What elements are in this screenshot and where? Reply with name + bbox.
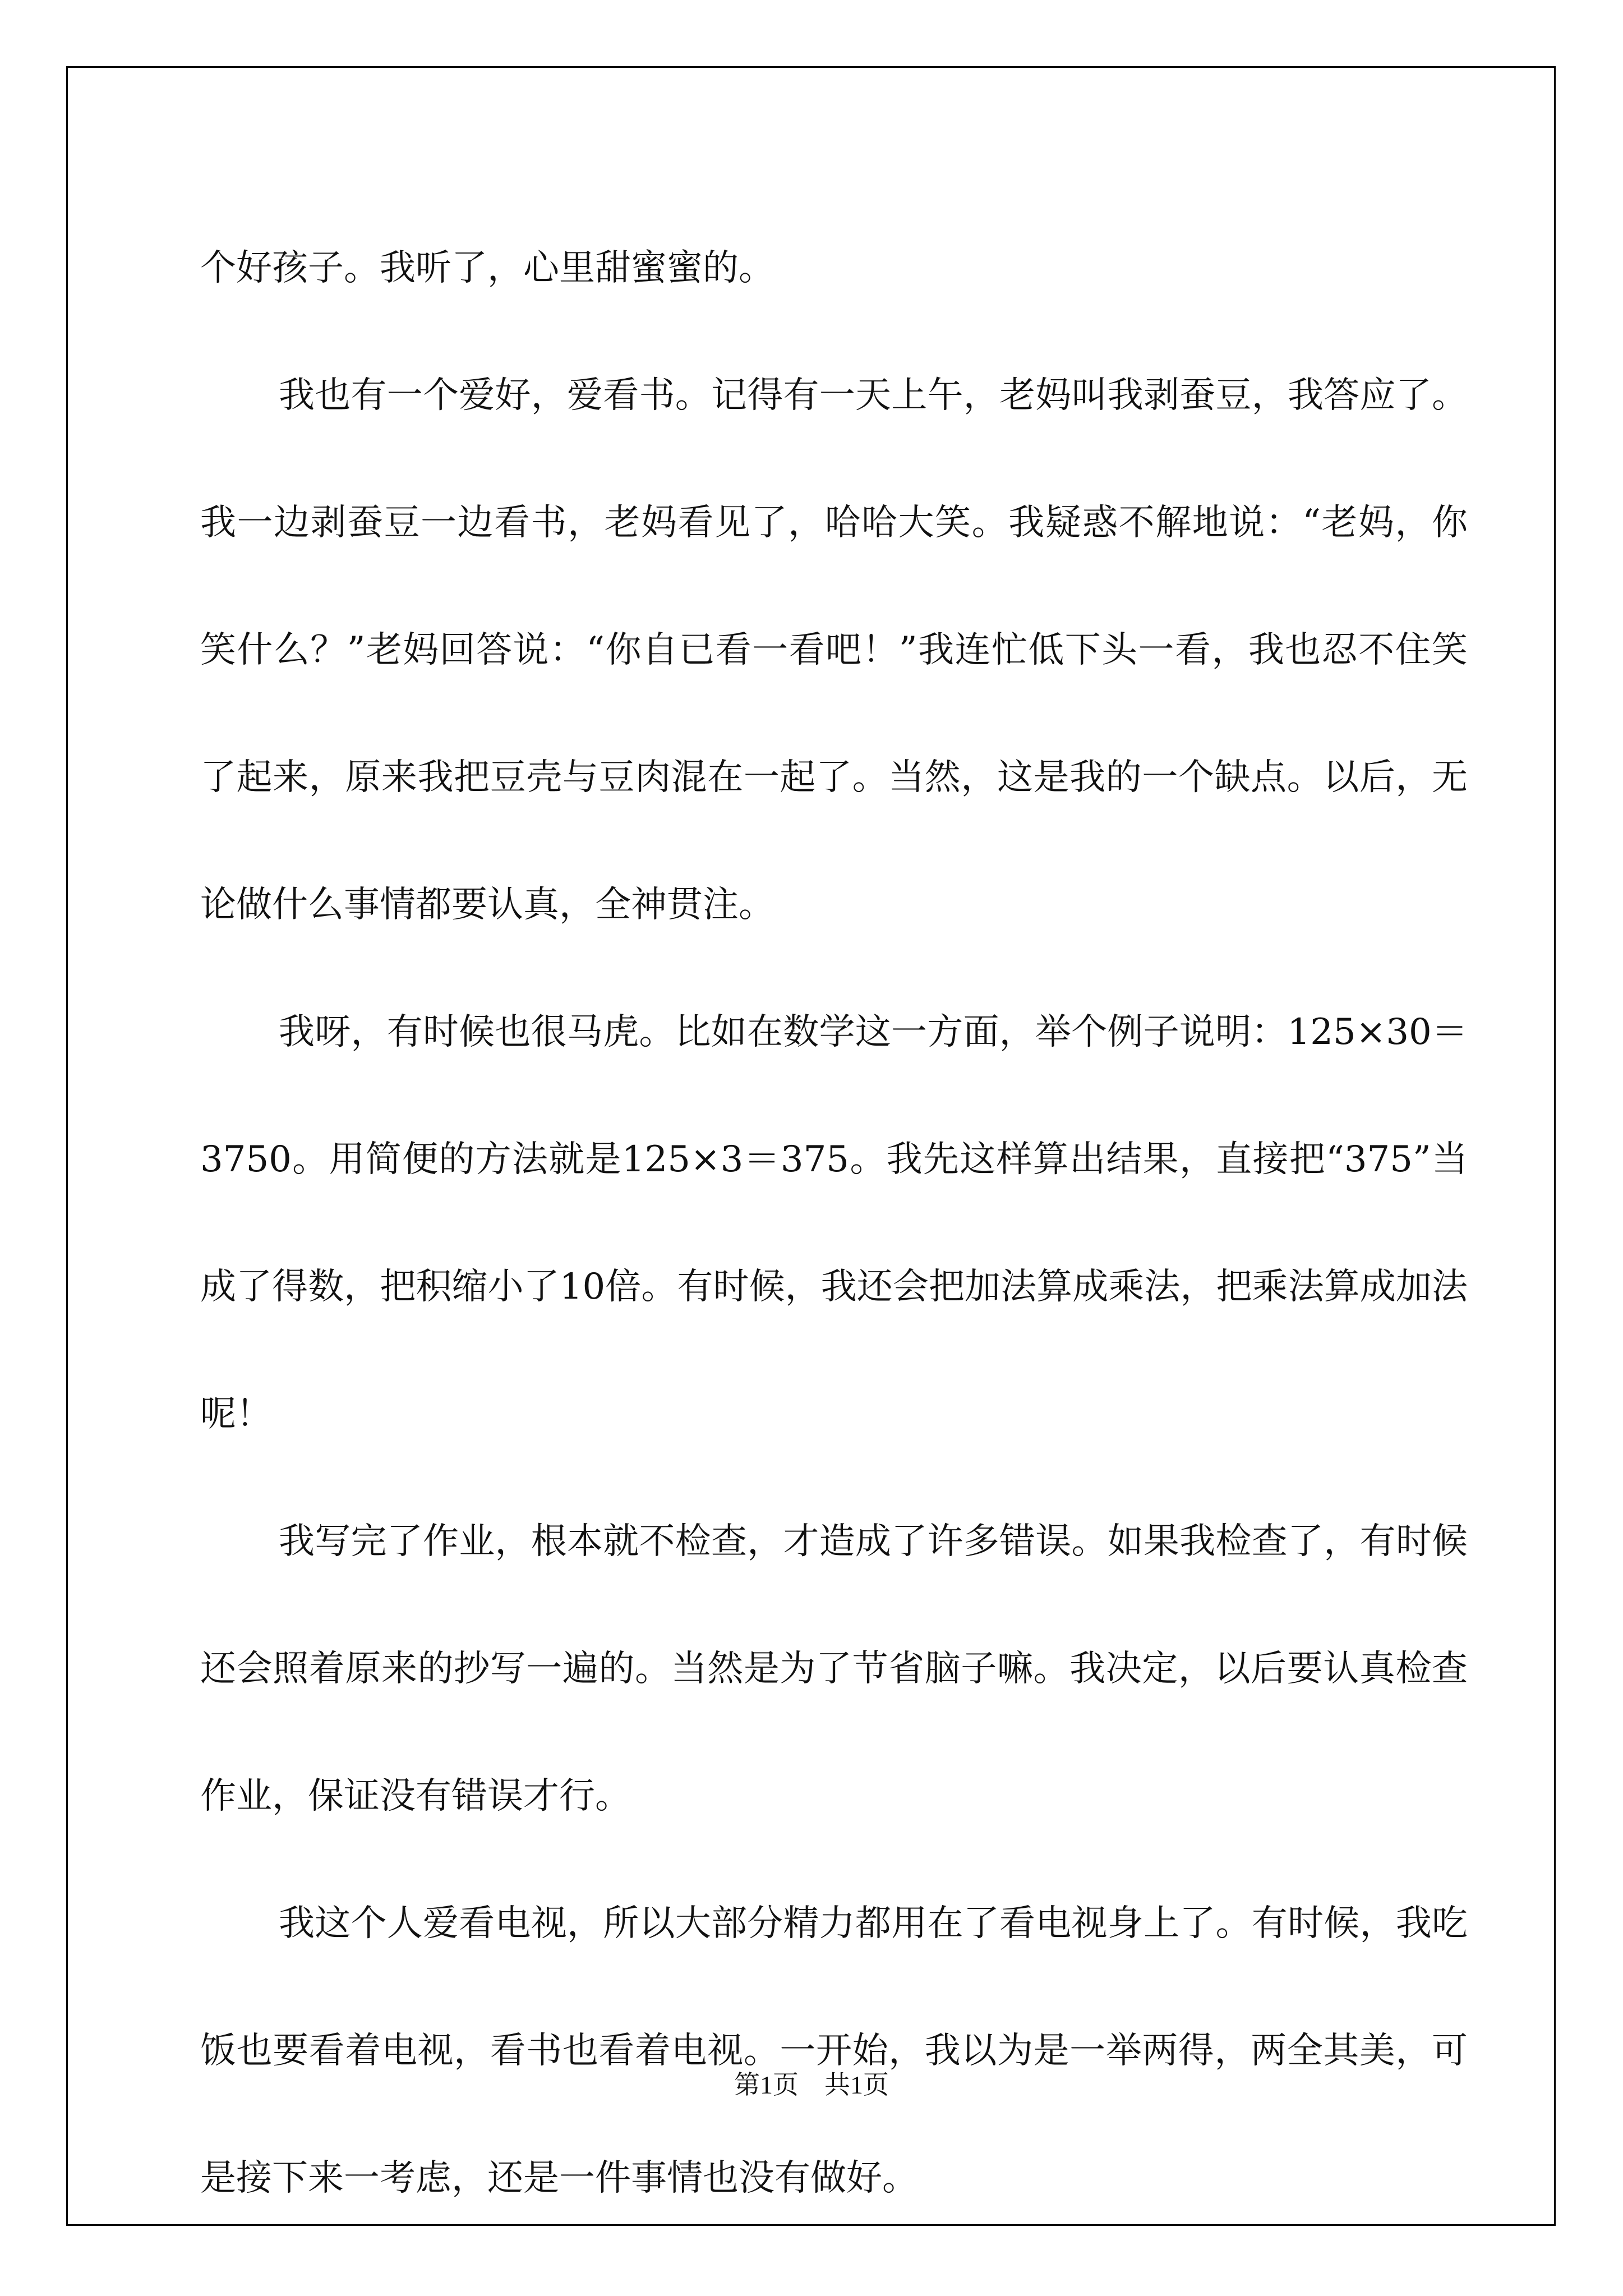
paragraph-2: 我也有一个爱好，爱看书。记得有一天上午，老妈叫我剥蚕豆，我答应了。我一边剥蚕豆一边看书，老妈看见了，哈哈大笑。我疑惑不解地说：“老妈，你笑什么？”老妈回答说：“你自已看一看吧！”我连忙低下头一看，我也忍不住笑了起来，原来我把豆壳与豆肉混在一起了。当然，这是我的一个缺点。以后，无论做什么事情都要认真，全神贯注。 [200,375,1468,926]
paragraph-5: 我这个人爱看电视，所以大部分精力都用在了看电视身上了。有时候，我吃饭也要看着电视，看书也看着电视。一开始，我以为是一举两得，两全其美，可是接下来一考虑，还是一件事情也没有做好。 [200,1903,1468,2199]
paragraph-3: 我呀，有时候也很马虎。比如在数学这一方面，举个例子说明：125×30＝3750。用简便的方法就是125×3＝375。我先这样算出结果，直接把“375”当成了得数，把积缩小了10倍。有时候，我还会把加法算成乘法，把乘法算成加法呢！ [200,1011,1468,1435]
page-number-footer: 第1页 共1页 [734,2070,889,2099]
paragraph-4: 我写完了作业，根本就不检查，才造成了许多错误。如果我检查了，有时候还会照着原来的抄写一遍的。当然是为了节省脑子嘛。我决定，以后要认真检查作业，保证没有错误才行。 [200,1521,1468,1817]
paragraph-1: 个好孩子。我听了，心里甜蜜蜜的。 [200,247,774,289]
document-body [200,205,1468,2242]
